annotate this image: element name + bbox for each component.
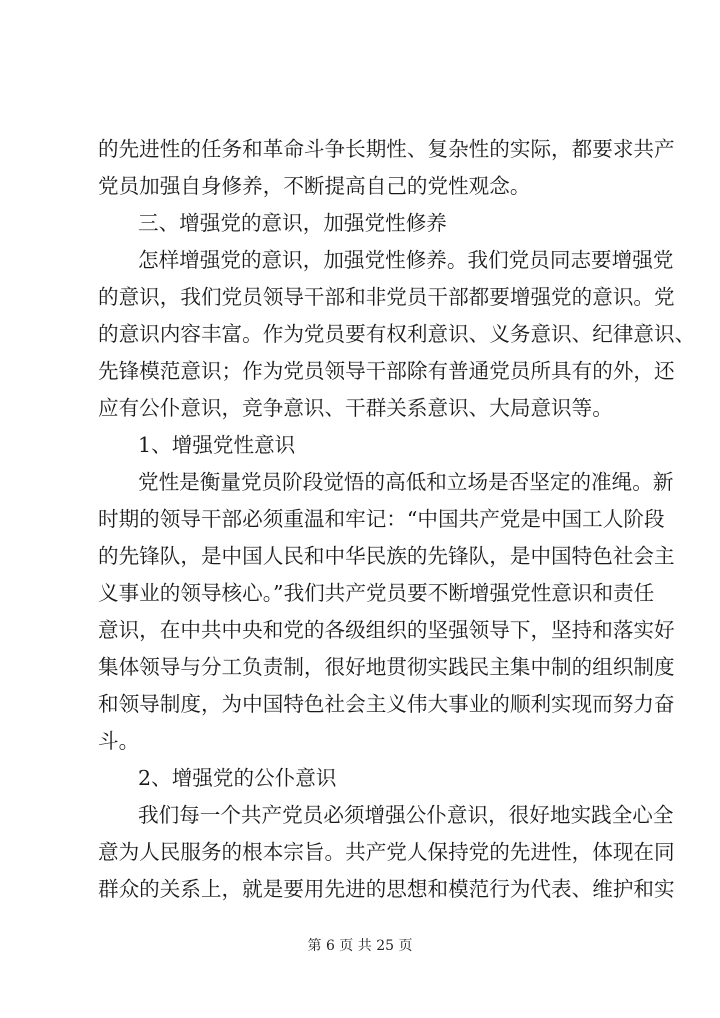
text-line: 时期的领导干部必须重温和牢记：“中国共产党是中国工人阶段	[98, 507, 665, 531]
text-line: 群众的关系上，就是要用先进的思想和模范行为代表、维护和实	[98, 877, 675, 901]
text-line: 先锋模范意识；作为党员领导干部除有普通党员所具有的外，还	[98, 359, 675, 383]
text-line: 和领导制度，为中国特色社会主义伟大事业的顺利实现而努力奋	[98, 692, 675, 716]
text-line: 斗。	[98, 729, 140, 753]
text-line: 意识，在中共中央和党的各级组织的坚强领导下，坚持和落实好	[98, 618, 675, 642]
text-line: 的先锋队，是中国人民和中华民族的先锋队，是中国特色社会主	[98, 544, 675, 568]
text-line: 集体领导与分工负责制，很好地贯彻实践民主集中制的组织制度	[98, 655, 675, 679]
text-line: 的意识，我们党员领导干部和非党员干部都要增强党的意识。党	[98, 285, 675, 309]
text-line: 怎样增强党的意识，加强党性修养。我们党员同志要增强党	[138, 248, 674, 272]
text-line: 的意识内容丰富。作为党员要有权利意识、义务意识、纪律意识、	[98, 322, 696, 346]
text-line: 党员加强自身修养，不断提高自己的党性观念。	[98, 174, 531, 198]
section-heading: 三、增强党的意识，加强党性修养	[138, 211, 447, 235]
page-number-footer: 第 6 页 共 25 页	[307, 938, 413, 954]
text-line: 应有公仆意识，竞争意识、干群关系意识、大局意识等。	[98, 396, 613, 420]
subsection-heading: 1、增强党性意识	[138, 433, 296, 457]
subsection-heading: 2、增强党的公仆意识	[138, 766, 337, 790]
text-line: 我们每一个共产党员必须增强公仆意识，很好地实践全心全	[138, 803, 674, 827]
text-line: 党性是衡量党员阶段觉悟的高低和立场是否坚定的准绳。新	[138, 470, 674, 494]
text-line: 的先进性的任务和革命斗争长期性、复杂性的实际，都要求共产	[98, 137, 675, 161]
text-line: 意为人民服务的根本宗旨。共产党人保持党的先进性，体现在同	[98, 840, 675, 864]
text-line: 义事业的领导核心。”我们共产党员要不断增强党性意识和责任	[98, 581, 655, 605]
